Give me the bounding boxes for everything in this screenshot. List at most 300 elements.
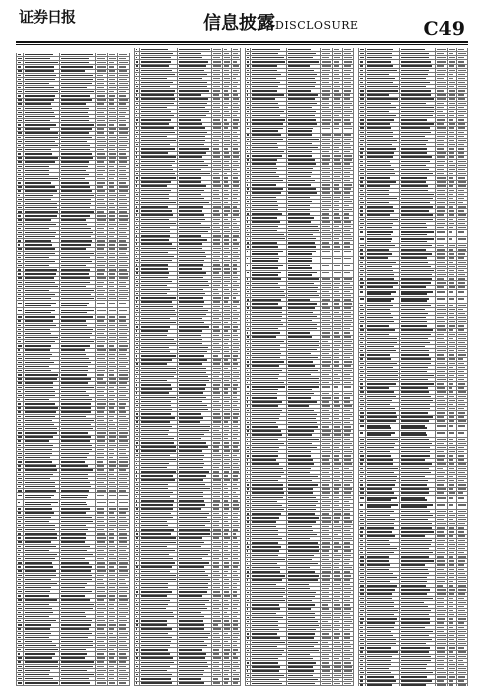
table-cell: [178, 566, 212, 569]
cell-text-stroke: [233, 301, 240, 302]
table-cell: [232, 185, 241, 188]
cell-text-stroke: [61, 474, 88, 475]
table-cell: [118, 469, 130, 472]
cell-text-stroke: [136, 272, 138, 273]
cell-text-stroke: [61, 120, 89, 121]
cell-text-stroke: [136, 239, 138, 240]
cell-text-stroke: [97, 449, 104, 450]
cell-text-stroke: [18, 128, 22, 129]
cell-text-stroke: [109, 161, 115, 162]
table-cell: [118, 277, 130, 280]
cell-text-stroke: [119, 329, 128, 330]
cell-text-stroke: [179, 148, 210, 149]
cell-text-stroke: [61, 277, 90, 278]
table-column-2: [134, 48, 241, 686]
table-cell: [178, 222, 212, 225]
table-cell: [96, 619, 108, 622]
table-cell: [108, 324, 118, 327]
table-cell: [24, 144, 60, 147]
cell-text-stroke: [224, 206, 230, 207]
cell-text-stroke: [97, 424, 106, 425]
cell-text-stroke: [179, 289, 203, 290]
cell-text-stroke: [233, 479, 238, 480]
cell-text-stroke: [141, 53, 173, 54]
table-cell: [96, 214, 108, 217]
table-cell: [118, 561, 130, 564]
table-cell: [223, 607, 232, 610]
table-cell: [118, 382, 130, 385]
cell-text-stroke: [179, 285, 210, 286]
table-cell: [24, 128, 60, 131]
cell-text-stroke: [233, 637, 238, 638]
table-cell: [108, 289, 118, 292]
cell-text-stroke: [109, 341, 115, 342]
cell-text-stroke: [61, 370, 88, 371]
table-cell: [232, 267, 241, 270]
cell-text-stroke: [233, 463, 239, 464]
table-cell: [118, 473, 130, 476]
table-cell: [60, 553, 96, 556]
table-cell: [140, 131, 178, 134]
table-cell: [232, 81, 241, 84]
cell-text-stroke: [136, 57, 138, 58]
cell-text-stroke: [233, 223, 237, 224]
table-cell: [212, 503, 223, 506]
table-cell: [232, 346, 241, 349]
cell-text-stroke: [141, 392, 169, 393]
table-cell: [223, 599, 232, 602]
table-cell: [212, 628, 223, 631]
cell-text-stroke: [25, 112, 55, 113]
cell-text-stroke: [61, 504, 87, 505]
cell-text-stroke: [18, 612, 21, 613]
cell-text-stroke: [224, 177, 228, 178]
cell-text-stroke: [109, 120, 116, 121]
table-cell: [108, 157, 118, 160]
table-cell: [223, 301, 232, 304]
cell-text-stroke: [109, 645, 117, 646]
cell-text-stroke: [233, 339, 238, 340]
cell-text-stroke: [141, 231, 170, 232]
cell-text-stroke: [18, 325, 22, 326]
cell-text-stroke: [61, 329, 94, 330]
cell-text-stroke: [141, 662, 175, 663]
table-cell: [96, 469, 108, 472]
table-cell: [60, 103, 96, 106]
cell-text-stroke: [97, 546, 106, 547]
cell-text-stroke: [233, 525, 239, 526]
cell-text-stroke: [109, 533, 114, 534]
table-cell: [223, 359, 232, 362]
table-cell: [118, 297, 130, 300]
cell-text-stroke: [136, 434, 139, 435]
cell-text-stroke: [61, 290, 95, 291]
table-cell: [108, 285, 118, 288]
table-cell: [232, 238, 241, 241]
table-cell: [108, 460, 118, 463]
cell-text-stroke: [224, 537, 230, 538]
cell-text-stroke: [25, 240, 52, 241]
cell-text-stroke: [213, 459, 221, 460]
table-cell: [223, 383, 232, 386]
cell-text-stroke: [61, 502, 87, 504]
cell-text-stroke: [25, 362, 54, 363]
cell-text-stroke: [119, 562, 129, 563]
cell-text-stroke: [18, 166, 23, 167]
cell-text-stroke: [233, 628, 239, 629]
cell-text-stroke: [119, 310, 128, 312]
cell-text-stroke: [224, 397, 230, 398]
table-cell: [140, 582, 178, 585]
table-cell: [60, 557, 96, 560]
cell-text-stroke: [18, 269, 22, 270]
cell-text-stroke: [25, 641, 52, 642]
table-cell: [232, 197, 241, 200]
cell-text-stroke: [141, 546, 167, 547]
cell-text-stroke: [97, 153, 106, 154]
table-cell: [96, 665, 108, 668]
table-cell: [24, 181, 60, 184]
table-cell: [178, 582, 212, 585]
table-cell: [16, 256, 24, 259]
table-cell: [118, 611, 130, 614]
cell-text-stroke: [25, 490, 56, 491]
cell-text-stroke: [25, 320, 54, 321]
cell-text-stroke: [136, 152, 138, 153]
table-cell: [223, 628, 232, 631]
table-cell: [232, 106, 241, 109]
table-cell: [140, 537, 178, 540]
table-cell: [60, 53, 96, 56]
section-title: [203, 15, 359, 33]
cell-text-stroke: [224, 272, 230, 273]
cell-text-stroke: [97, 370, 106, 371]
cell-text-stroke: [61, 391, 86, 392]
cell-text-stroke: [224, 657, 230, 658]
cell-text-stroke: [213, 148, 220, 149]
table-cell: [108, 111, 118, 114]
cell-text-stroke: [141, 314, 176, 315]
cell-text-stroke: [213, 190, 219, 191]
cell-text-stroke: [97, 653, 104, 654]
cell-text-stroke: [136, 301, 137, 302]
cell-text-stroke: [136, 293, 139, 294]
cell-text-stroke: [224, 513, 229, 514]
cell-text-stroke: [213, 194, 219, 195]
cell-text-stroke: [136, 227, 139, 228]
cell-text-stroke: [61, 182, 90, 183]
table-cell: [178, 156, 212, 159]
table-cell: [178, 56, 212, 59]
cell-text-stroke: [109, 525, 116, 526]
table-cell: [140, 470, 178, 473]
cell-text-stroke: [233, 488, 238, 489]
table-cell: [212, 118, 223, 121]
table-cell: [96, 194, 108, 197]
cell-text-stroke: [141, 140, 176, 141]
cell-text-stroke: [233, 413, 240, 414]
table-cell: [140, 359, 178, 362]
cell-text-stroke: [119, 186, 128, 187]
cell-text-stroke: [109, 219, 115, 220]
table-cell: [140, 94, 178, 97]
cell-text-stroke: [141, 438, 174, 439]
cell-text-stroke: [179, 252, 205, 253]
cell-text-stroke: [224, 595, 230, 596]
table-cell: [223, 520, 232, 523]
cell-text-stroke: [136, 368, 139, 369]
table-cell: [24, 378, 60, 381]
cell-text-stroke: [97, 112, 105, 113]
table-cell: [96, 481, 108, 484]
table-cell: [24, 223, 60, 226]
table-cell: [24, 365, 60, 368]
cell-text-stroke: [141, 343, 177, 344]
table-cell: [96, 281, 108, 284]
table-cell: [232, 131, 241, 134]
cell-text-stroke: [25, 120, 50, 121]
cell-text-stroke: [179, 595, 203, 596]
cell-text-stroke: [18, 337, 21, 338]
table-cell: [60, 578, 96, 581]
table-cell: [178, 632, 212, 635]
table-cell: [223, 181, 232, 184]
cell-text-stroke: [141, 359, 173, 360]
cell-text-stroke: [179, 306, 204, 307]
table-cell: [178, 628, 212, 631]
table-cell: [108, 194, 118, 197]
cell-text-stroke: [25, 541, 51, 542]
cell-text-stroke: [18, 215, 21, 216]
cell-text-stroke: [213, 206, 221, 207]
table-cell: [60, 607, 96, 610]
table-cell: [212, 359, 223, 362]
table-cell: [16, 500, 24, 506]
table-row: [16, 301, 130, 308]
table-cell: [96, 115, 108, 118]
cell-text-stroke: [179, 426, 211, 427]
cell-text-stroke: [179, 678, 201, 679]
table-cell: [60, 570, 96, 573]
table-cell: [16, 152, 24, 155]
table-cell: [232, 330, 241, 333]
table-cell: [140, 143, 178, 146]
cell-text-stroke: [141, 363, 167, 364]
table-cell: [212, 673, 223, 676]
cell-text-stroke: [213, 616, 220, 617]
cell-text-stroke: [233, 409, 239, 410]
cell-text-stroke: [179, 115, 206, 116]
cell-text-stroke: [179, 587, 209, 588]
table-cell: [60, 444, 96, 447]
table-cell: [178, 197, 212, 200]
cell-text-stroke: [224, 285, 228, 286]
table-cell: [178, 615, 212, 618]
cell-text-stroke: [233, 446, 239, 447]
table-cell: [118, 594, 130, 597]
table-cell: [24, 82, 60, 85]
table-cell: [212, 495, 223, 498]
cell-text-stroke: [97, 428, 106, 429]
table-cell: [24, 448, 60, 451]
cell-text-stroke: [213, 177, 220, 178]
cell-text-stroke: [136, 392, 137, 393]
table-cell: [60, 512, 96, 515]
cell-text-stroke: [97, 273, 105, 274]
cell-text-stroke: [61, 161, 89, 162]
table-cell: [60, 586, 96, 589]
table-cell: [96, 293, 108, 296]
table-cell: [140, 657, 178, 660]
table-cell: [60, 673, 96, 676]
cell-text-stroke: [119, 320, 127, 321]
cell-text-stroke: [213, 463, 221, 464]
table-cell: [60, 603, 96, 606]
cell-text-stroke: [18, 391, 21, 392]
table-cell: [223, 296, 232, 299]
cell-text-stroke: [141, 260, 172, 261]
table-cell: [118, 365, 130, 368]
cell-text-stroke: [233, 198, 238, 199]
table-cell: [60, 640, 96, 643]
table-cell: [223, 193, 232, 196]
cell-text-stroke: [224, 165, 229, 166]
cell-text-stroke: [136, 256, 137, 257]
table-cell: [140, 669, 178, 672]
table-cell: [24, 332, 60, 335]
table-cell: [60, 260, 96, 263]
cell-text-stroke: [213, 471, 219, 472]
cell-text-stroke: [179, 579, 211, 580]
cell-text-stroke: [25, 411, 57, 412]
cell-text-stroke: [141, 252, 168, 253]
cell-text-stroke: [141, 417, 175, 418]
table-cell: [60, 520, 96, 523]
table-cell: [16, 157, 24, 160]
cell-text-stroke: [97, 211, 105, 212]
cell-text-stroke: [25, 504, 51, 505]
cell-text-stroke: [25, 407, 59, 408]
table-cell: [108, 599, 118, 602]
table-cell: [212, 632, 223, 635]
cell-text-stroke: [179, 235, 202, 236]
table-cell: [140, 590, 178, 593]
cell-text-stroke: [224, 566, 230, 567]
table-cell: [16, 248, 24, 251]
cell-text-stroke: [61, 595, 85, 596]
cell-text-stroke: [97, 358, 105, 359]
cell-text-stroke: [25, 508, 52, 509]
cell-text-stroke: [25, 502, 58, 504]
cell-text-stroke: [18, 512, 22, 513]
table-cell: [178, 586, 212, 589]
cell-text-stroke: [233, 401, 238, 402]
table-cell: [140, 65, 178, 68]
table-cell: [232, 69, 241, 72]
cell-text-stroke: [141, 604, 168, 605]
table-cell: [212, 131, 223, 134]
cell-text-stroke: [109, 224, 116, 225]
cell-text-stroke: [25, 378, 57, 379]
table-cell: [118, 545, 130, 548]
table-cell: [108, 94, 118, 97]
table-cell: [108, 277, 118, 280]
cell-text-stroke: [213, 61, 221, 62]
table-cell: [232, 214, 241, 217]
cell-text-stroke: [213, 492, 220, 493]
cell-text-stroke: [109, 333, 117, 334]
cell-text-stroke: [25, 253, 55, 254]
cell-text-stroke: [233, 392, 237, 393]
table-cell: [232, 425, 241, 428]
table-cell: [232, 276, 241, 279]
table-cell: [96, 541, 108, 544]
cell-text-stroke: [179, 637, 208, 638]
cell-text-stroke: [119, 674, 128, 675]
table-cell: [178, 570, 212, 573]
table-cell: [118, 570, 130, 573]
table-cell: [178, 139, 212, 142]
cell-text-stroke: [224, 194, 229, 195]
table-cell: [24, 648, 60, 651]
table-cell: [232, 603, 241, 606]
table-cell: [24, 320, 60, 323]
cell-text-stroke: [213, 401, 220, 402]
cell-text-stroke: [61, 591, 93, 592]
cell-text-stroke: [18, 558, 22, 559]
cell-text-stroke: [141, 268, 168, 269]
cell-text-stroke: [18, 161, 22, 162]
table-cell: [108, 652, 118, 655]
table-cell: [223, 479, 232, 482]
table-cell: [212, 595, 223, 598]
table-cell: [223, 65, 232, 68]
cell-text-stroke: [233, 376, 239, 377]
table-cell: [16, 512, 24, 515]
table-cell: [96, 628, 108, 631]
cell-text-stroke: [141, 94, 175, 95]
cell-text-stroke: [97, 474, 107, 475]
cell-text-stroke: [141, 500, 174, 501]
cell-text-stroke: [61, 153, 92, 154]
table-cell: [96, 157, 108, 160]
table-cell: [96, 512, 108, 515]
table-cell: [232, 470, 241, 473]
cell-text-stroke: [179, 107, 206, 108]
cell-text-stroke: [109, 316, 116, 317]
table-cell: [178, 238, 212, 241]
table-cell: [212, 586, 223, 589]
table-cell: [212, 334, 223, 337]
cell-text-stroke: [136, 682, 137, 683]
table-cell: [96, 361, 108, 364]
cell-text-stroke: [233, 426, 238, 427]
cell-text-stroke: [119, 512, 127, 513]
cell-text-stroke: [141, 198, 169, 199]
table-cell: [178, 470, 212, 473]
cell-text-stroke: [18, 253, 22, 254]
cell-text-stroke: [109, 190, 116, 191]
cell-text-stroke: [136, 194, 139, 195]
cell-text-stroke: [141, 430, 170, 431]
cell-text-stroke: [136, 587, 138, 588]
cell-text-stroke: [141, 65, 170, 66]
cell-text-stroke: [25, 387, 54, 388]
table-cell: [118, 320, 130, 323]
table-cell: [118, 210, 130, 213]
table-cell: [223, 123, 232, 126]
cell-text-stroke: [179, 471, 209, 472]
